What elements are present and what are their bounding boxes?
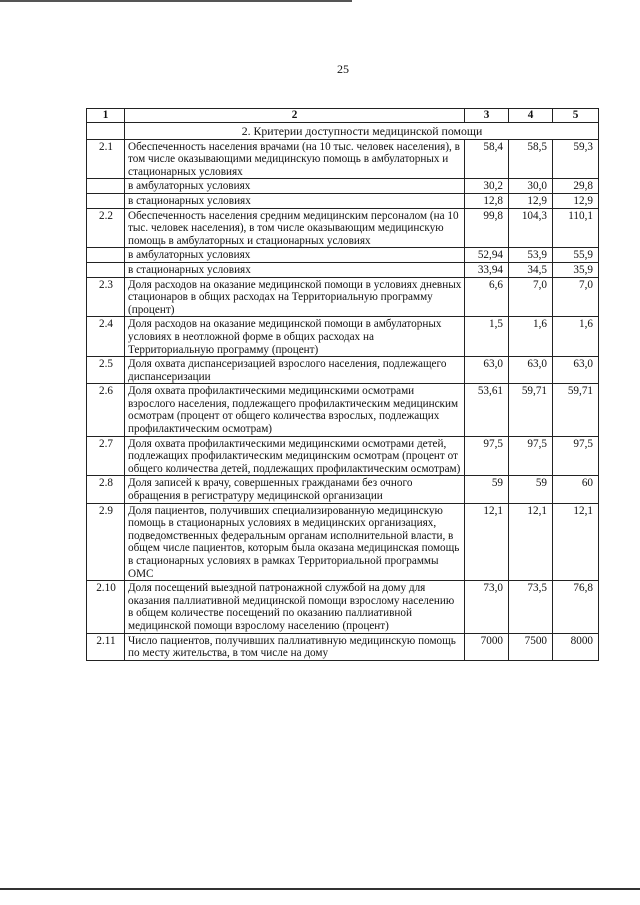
row-number: 2.1: [87, 139, 125, 179]
row-indicator-text: Доля записей к врачу, совершенных гражданами без очного обращения в регистратуру медицинской организации: [125, 476, 465, 503]
table-row: [87, 208, 599, 248]
table-row: [87, 384, 599, 436]
row-value-col3: 12,1: [465, 503, 509, 581]
table-row: [87, 193, 599, 208]
row-value-col5: 1,6: [553, 317, 599, 357]
section-title: 2. Критерии доступности медицинской помощи: [125, 122, 599, 139]
row-value-col5: 35,9: [553, 262, 599, 277]
row-value-col5: 60: [553, 476, 599, 503]
row-number: [87, 193, 125, 208]
row-value-col4: 104,3: [509, 208, 553, 248]
row-value-col5: 55,9: [553, 248, 599, 263]
row-value-col4: 73,5: [509, 581, 553, 633]
row-indicator-text: Доля пациентов, получивших специализированную медицинскую помощь в стационарных условиях в медицинских организациях, подведомственных федеральным органам исполнительной власти, в общем числе пациентов, которым была оказана медицинская помощь в стационарных условиях в рамках Территориальной программы ОМС: [125, 503, 465, 581]
criteria-table: [86, 108, 599, 661]
row-value-col3: 58,4: [465, 139, 509, 179]
row-number: 2.3: [87, 277, 125, 317]
table-body: [87, 109, 599, 661]
row-number: 2.5: [87, 357, 125, 384]
row-value-col4: 59,71: [509, 384, 553, 436]
row-value-col4: 53,9: [509, 248, 553, 263]
row-number: 2.4: [87, 317, 125, 357]
row-indicator-text: в стационарных условиях: [125, 193, 465, 208]
table-row: [87, 317, 599, 357]
row-value-col3: 97,5: [465, 436, 509, 476]
row-value-col3: 99,8: [465, 208, 509, 248]
row-indicator-text: Число пациентов, получивших паллиативную медицинскую помощь по месту жительства, в том числе на дому: [125, 633, 465, 660]
row-number: 2.9: [87, 503, 125, 581]
table-row: [87, 503, 599, 581]
row-value-col5: 63,0: [553, 357, 599, 384]
row-value-col5: 7,0: [553, 277, 599, 317]
row-value-col5: 12,1: [553, 503, 599, 581]
row-value-col5: 29,8: [553, 179, 599, 194]
row-value-col3: 52,94: [465, 248, 509, 263]
row-value-col5: 76,8: [553, 581, 599, 633]
row-indicator-text: в стационарных условиях: [125, 262, 465, 277]
row-number: 2.2: [87, 208, 125, 248]
table-row: [87, 476, 599, 503]
row-value-col5: 8000: [553, 633, 599, 660]
row-value-col3: 12,8: [465, 193, 509, 208]
row-value-col3: 33,94: [465, 262, 509, 277]
row-value-col3: 1,5: [465, 317, 509, 357]
row-value-col3: 73,0: [465, 581, 509, 633]
header-cell: 5: [553, 109, 599, 123]
row-value-col4: 63,0: [509, 357, 553, 384]
row-value-col4: 97,5: [509, 436, 553, 476]
row-value-col4: 12,1: [509, 503, 553, 581]
table-row: [87, 436, 599, 476]
row-indicator-text: в амбулаторных условиях: [125, 179, 465, 194]
table-row: [87, 581, 599, 633]
row-number: [87, 179, 125, 194]
header-cell: 2: [125, 109, 465, 123]
header-cell: 1: [87, 109, 125, 123]
header-cell: 4: [509, 109, 553, 123]
row-number: 2.6: [87, 384, 125, 436]
row-value-col4: 12,9: [509, 193, 553, 208]
page-number: 25: [337, 62, 349, 76]
table-row: [87, 277, 599, 317]
row-indicator-text: Доля охвата профилактическими медицинскими осмотрами взрослого населения, подлежащего профилактическим медицинским осмотрам (процент от общего количества взрослых, подлежащих профилактическим осмотрам): [125, 384, 465, 436]
row-number: 2.8: [87, 476, 125, 503]
row-value-col5: 12,9: [553, 193, 599, 208]
row-value-col4: 34,5: [509, 262, 553, 277]
row-indicator-text: Обеспеченность населения средним медицинским персоналом (на 10 тыс. человек населения), в том числе оказывающим медицинскую помощь в амбулаторных и стационарных условиях: [125, 208, 465, 248]
row-value-col4: 7,0: [509, 277, 553, 317]
row-number: 2.10: [87, 581, 125, 633]
row-indicator-text: Доля расходов на оказание медицинской помощи в амбулаторных условиях в неотложной форме в общих расходах на Территориальную программу (процент): [125, 317, 465, 357]
section-row: [87, 122, 599, 139]
row-value-col5: 97,5: [553, 436, 599, 476]
table-row: [87, 139, 599, 179]
row-number: [87, 248, 125, 263]
row-value-col3: 53,61: [465, 384, 509, 436]
row-number: 2.7: [87, 436, 125, 476]
row-value-col3: 59: [465, 476, 509, 503]
table-row: [87, 633, 599, 660]
row-number: [87, 262, 125, 277]
header-cell: 3: [465, 109, 509, 123]
row-value-col3: 7000: [465, 633, 509, 660]
row-value-col4: 58,5: [509, 139, 553, 179]
bottom-rule: [0, 888, 640, 890]
row-value-col3: 63,0: [465, 357, 509, 384]
row-indicator-text: в амбулаторных условиях: [125, 248, 465, 263]
row-value-col3: 30,2: [465, 179, 509, 194]
row-indicator-text: Доля посещений выездной патронажной службой на дому для оказания паллиативной медицинской помощи взрослому населению в общем количестве посещений по оказанию паллиативной медицинской помощи взрослому населению (процент): [125, 581, 465, 633]
row-value-col3: 6,6: [465, 277, 509, 317]
row-indicator-text: Доля охвата профилактическими медицинскими осмотрами детей, подлежащих профилактическим медицинским осмотрам (процент от общего количества детей, подлежащих профилактическим осмотрам): [125, 436, 465, 476]
row-indicator-text: Доля охвата диспансеризацией взрослого населения, подлежащего диспансеризации: [125, 357, 465, 384]
row-value-col5: 59,3: [553, 139, 599, 179]
row-number: 2.11: [87, 633, 125, 660]
row-value-col4: 30,0: [509, 179, 553, 194]
row-value-col4: 59: [509, 476, 553, 503]
row-value-col5: 59,71: [553, 384, 599, 436]
table-row: [87, 248, 599, 263]
table-row: [87, 179, 599, 194]
row-value-col4: 7500: [509, 633, 553, 660]
header-row: [87, 109, 599, 123]
row-indicator-text: Обеспеченность населения врачами (на 10 тыс. человек населения), в том числе оказывающими медицинскую помощь в амбулаторных и стационарных условиях: [125, 139, 465, 179]
top-rule: [0, 0, 352, 2]
row-value-col4: 1,6: [509, 317, 553, 357]
row-value-col5: 110,1: [553, 208, 599, 248]
table-row: [87, 357, 599, 384]
table-row: [87, 262, 599, 277]
row-indicator-text: Доля расходов на оказание медицинской помощи в условиях дневных стационаров в общих расходах на Территориальную программу (процент): [125, 277, 465, 317]
